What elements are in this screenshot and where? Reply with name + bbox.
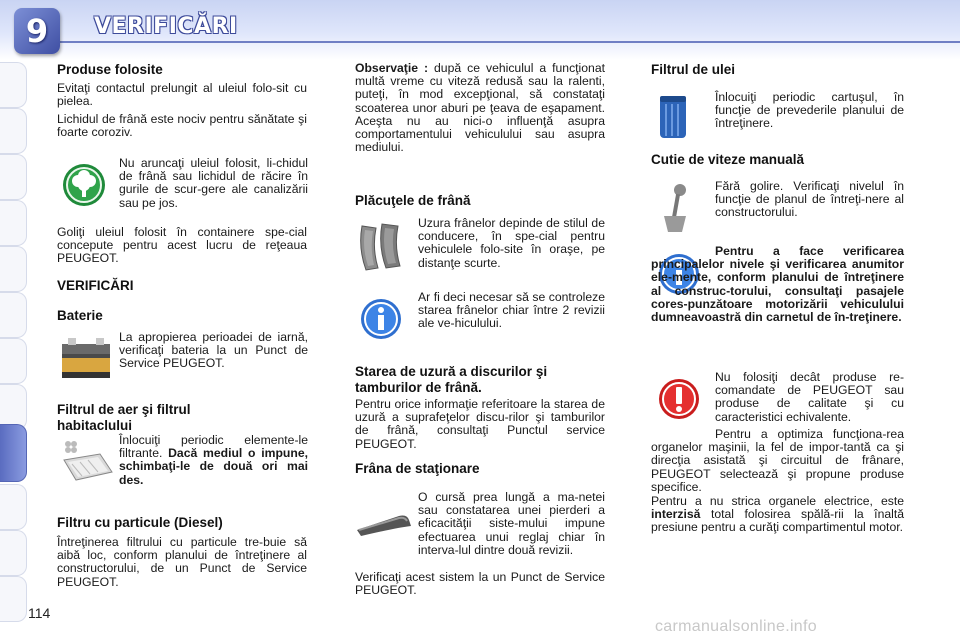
chapter-tab-active[interactable] [0,424,27,482]
section-title: VERIFICĂRI [57,278,134,293]
paragraph: Fără golire. Verificaţi nivelul în funcţie de planul de întreţi-nere al constructorului. [715,179,904,220]
paragraph: Pentru a optimiza funcţiona-rea organelor maşinii, la fel de impor-tantă ca şi direcţia asistată şi circuitul de frânare, PEUGEOT selectează şi propune produse specifice. [651,427,904,494]
chapter-tab[interactable] [0,246,27,292]
paragraph-text: după ce vehiculul a funcţionat multă vreme cu viteză redusă sau la ralenti, puteţi, în mod excepţional, să constataţi scoaterea unor aburi pe ţeava de eşapament. Aceşta nu au nici-o influenţă asupra comportamentului vehiculului sau asupra mediului. [355,61,605,155]
paragraph: Pentru orice informaţie referitoare la starea de uzură a suprafeţelor discu-rilor şi tamburilor de frână, consultaţi Punctul service PEUGEOT. [355,397,605,451]
paragraph: O cursă prea lungă a ma-netei sau constatarea unei pierderi a eficacităţii siste-mului impune efectuarea unui reglaj chiar în interva-lul dintre două revizii. [418,490,605,557]
paragraph [119,434,308,487]
watermark: carmanualsonline.info [655,618,817,635]
warning-icon [658,378,700,420]
gear-lever-icon [660,182,690,234]
paragraph: La apropierea perioadei de iarnă, verificaţi bateria la un Punct de Service PEUGEOT. [119,330,308,371]
paragraph-text: Pentru a nu strica organele electrice, este [651,494,904,508]
paragraph: Nu folosiţi decât produse re-comandate de PEUGEOT sau produse de calitate şi cu caracteristici echivalente. [715,370,904,424]
page-number: 114 [28,605,51,621]
chapter-tab[interactable] [0,200,27,246]
section-title: Filtrul de ulei [651,62,736,77]
paragraph: Ar fi deci necesar să se controleze starea frânelor chiar între 2 revizii ale ve-hiculului. [418,290,605,331]
chapter-tab[interactable] [0,576,27,622]
paragraph: Goliţi uleiul folosit în containere spe-cial concepute pentru acest lucru de reţeaua PEUGEOT. [57,225,307,266]
paragraph-text: total folosirea spălă-rii la înaltă presiune pentru a curăţi compartimentul motor. [651,507,904,535]
section-title: Plăcuţele de frână [355,193,471,208]
chapter-tab[interactable] [0,338,27,384]
paragraph-bold: Dacă mediul o impune, schimbaţi-le de două ori mai des. [119,446,308,487]
brake-pads-icon [356,218,408,276]
paragraph: Întreţinerea filtrului cu particule tre-buie să aibă loc, conform planului de întreţinere al constructorului, de un Punct de Service PEUGEOT. [57,535,307,589]
paragraph: Uzura frânelor depinde de stilul de conducere, în spe-cial pentru vehiculele folo-site în oraşe, pe distanţe scurte. [418,216,605,270]
chapter-tab[interactable] [0,108,27,154]
section-title: Starea de uzură a discurilor şi tamburilor de frână. [355,364,548,395]
chapter-tab[interactable] [0,484,27,530]
air-filter-icon [58,438,116,488]
environment-tree-icon [62,163,106,207]
section-title: Cutie de viteze manuală [651,152,805,167]
paragraph: Înlocuiţi periodic cartuşul, în funcţie de prevederile planului de întreţinere. [715,90,904,131]
section-title: Filtrul de aer şi filtrul habitaclului [57,402,191,433]
page-title: VERIFICĂRI [94,14,238,39]
handbrake-icon [355,502,413,538]
paragraph [651,495,904,535]
paragraph: Lichidul de frână este nociv pentru sănătate şi foarte coroziv. [57,112,307,140]
paragraph [355,62,605,154]
info-icon [360,298,402,340]
oil-filter-icon [656,92,690,140]
paragraph: Verificaţi acest sistem la un Punct de Service PEUGEOT. [355,570,605,598]
chapter-badge [14,8,60,54]
paragraph: Evitaţi contactul prelungit al uleiul folo-sit cu pielea. [57,81,307,109]
chapter-tab[interactable] [0,154,27,200]
section-title: Baterie [57,308,103,323]
chapter-number: 9 [25,12,49,50]
paragraph-bold: Pentru a face verificarea principalelor nivele şi verificarea anumitor ele-mente, conform planului de întreţinere al construc-torului, consultaţi pasajele cores-punzătoare motorizării vehiculului dumneavoastră din carnetul de în-treţinere. [651,244,904,325]
section-title: Frâna de staţionare [355,461,480,476]
battery-icon [58,334,114,384]
paragraph: Nu aruncaţi uleiul folosit, li-chidul de frână sau lichidul de răcire în gurile de scur-gere ale canalizării sau pe jos. [119,156,308,210]
paragraph-text: Înlocuiţi periodic elemente-le filtrante. [119,433,308,461]
header-rule [40,41,960,43]
observation-label: Observaţie : [355,61,429,75]
chapter-tab[interactable] [0,62,27,108]
section-title: Filtru cu particule (Diesel) [57,515,223,530]
chapter-tab[interactable] [0,292,27,338]
chapter-tab[interactable] [0,530,27,576]
paragraph-bold: interzisă [651,507,701,522]
section-title: Produse folosite [57,62,163,77]
